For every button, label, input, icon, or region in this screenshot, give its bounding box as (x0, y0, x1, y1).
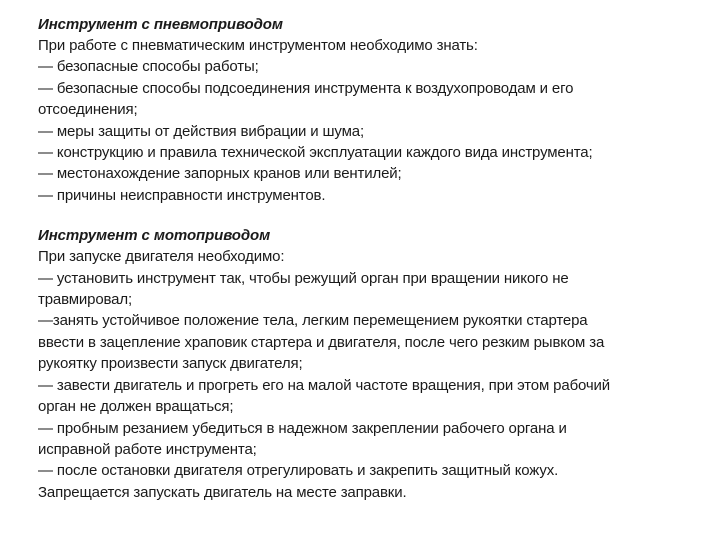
list-item: —занять устойчивое положение тела, легким перемещением рукоятки стартера (38, 312, 588, 330)
list-item: — конструкцию и правила технической эксплуатации каждого вида инструмента; (38, 144, 593, 162)
text-line: При запуске двигателя необходимо: (38, 248, 285, 266)
section-spacer (38, 206, 714, 225)
list-item: — меры защиты от действия вибрации и шума; (38, 122, 364, 140)
list-item: — после остановки двигателя отрегулировать и закрепить защитный кожух. (38, 462, 559, 480)
list-item-continuation: отсоединения; (38, 101, 138, 119)
list-item-continuation: рукоятку произвести запуск двигателя; (38, 355, 303, 373)
section-pneumatic (38, 14, 714, 206)
text-line: При работе с пневматическим инструментом необходимо знать: (38, 37, 478, 54)
list-item: — безопасные способы работы; (38, 58, 259, 76)
document-page (38, 14, 714, 503)
section-motor (38, 225, 714, 503)
list-item: — пробным резанием убедиться в надежном закреплении рабочего органа и (38, 419, 567, 437)
list-item: — безопасные способы подсоединения инструмента к воздухопроводам и его (38, 79, 574, 97)
list-item-continuation: исправной работе инструмента; (38, 440, 257, 458)
list-item: — причины неисправности инструментов. (38, 186, 326, 204)
list-item-continuation: травмировал; (38, 291, 132, 309)
list-item: — местонахождение запорных кранов или вентилей; (38, 165, 402, 183)
section-heading-pneumatic: Инструмент с пневмоприводом (38, 16, 283, 33)
list-item: — завести двигатель и прогреть его на малой частоте вращения, при этом рабочий (38, 376, 610, 394)
text-line: Запрещается запускать двигатель на месте заправки. (38, 483, 407, 501)
list-item-continuation: ввести в зацепление храповик стартера и двигателя, после чего резким рывком за (38, 333, 605, 351)
list-item-continuation: орган не должен вращаться; (38, 398, 234, 416)
section-heading-motor: Инструмент с мотоприводом (38, 227, 271, 245)
list-item: — установить инструмент так, чтобы режущий орган при вращении никого не (38, 269, 569, 287)
